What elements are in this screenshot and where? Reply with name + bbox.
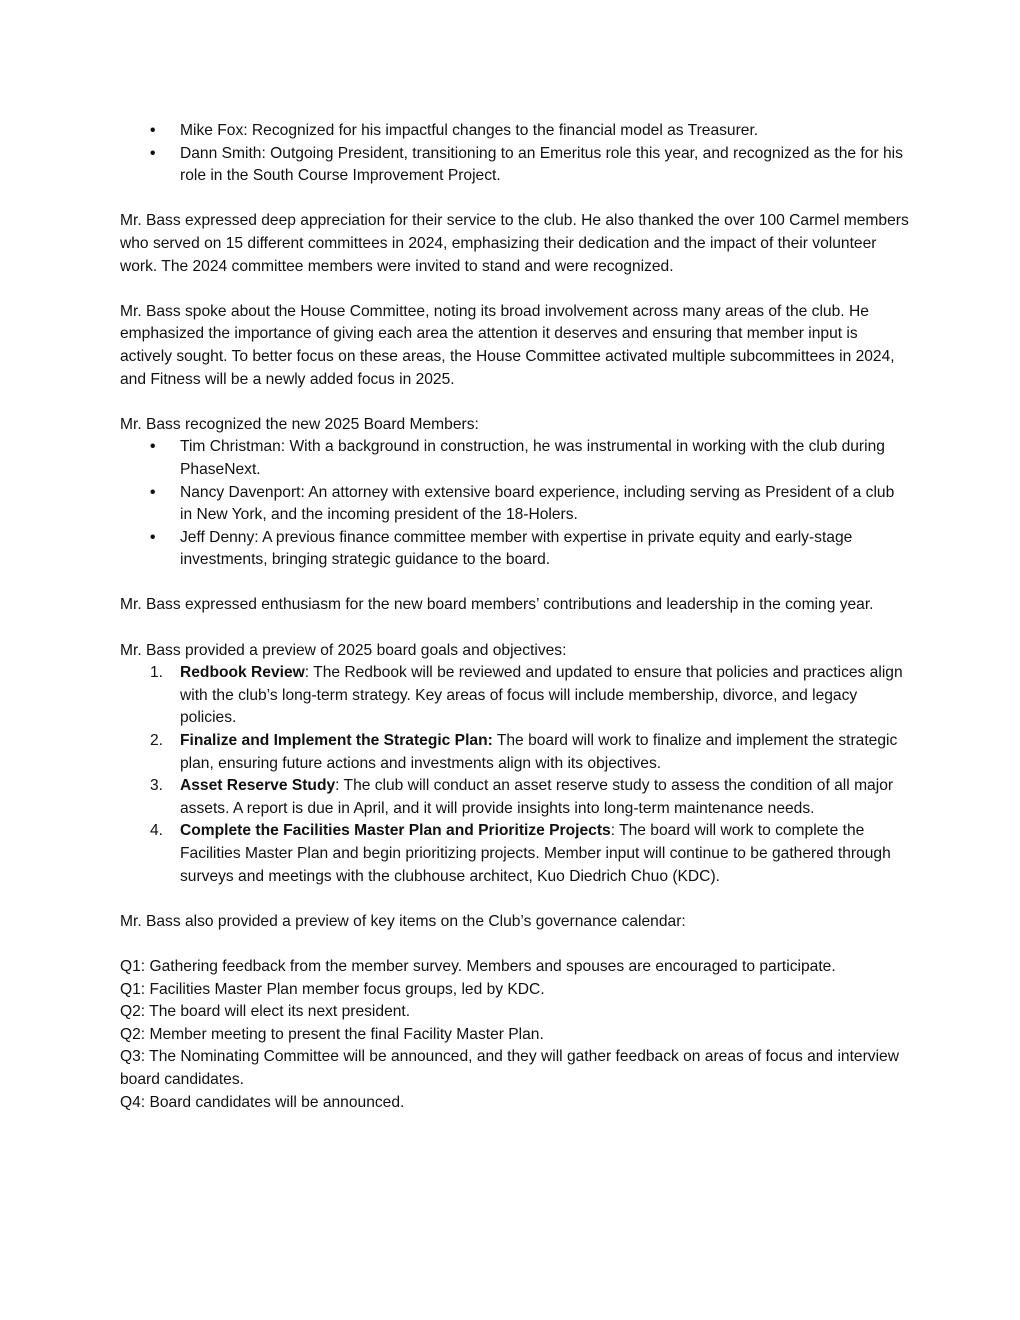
list-item	[120, 120, 910, 143]
governance-calendar	[120, 956, 910, 1114]
goal-text: : The board will work to complete the Facilities Master Plan and begin prioritizing projects. Member input will continue to be gathered through surveys and meetings with the clubhouse architect, Kuo Diedrich Chuo (KDC).	[180, 822, 891, 885]
goal-number: 4.	[150, 822, 164, 840]
goal-number: 3.	[150, 777, 164, 795]
calendar-item: Q3: The Nominating Committee will be announced, and they will gather feedback on areas of focus and interview board candidates.	[120, 1048, 899, 1088]
goal-text: The board will work to finalize and implement the strategic plan, ensuring future actions and investments align with its objectives.	[180, 732, 898, 772]
goal-text: : The Redbook will be reviewed and updated to ensure that policies and practices align with the club’s long-term strategy. Key areas of focus will include membership, divorce, and legacy policies.	[180, 664, 903, 727]
bullet-icon: •	[150, 438, 156, 456]
goal-text: : The club will conduct an asset reserve study to assess the condition of all major assets. A report is due in April, and it will provide insights into long-term maintenance needs.	[180, 777, 894, 817]
board-goals-list	[120, 662, 910, 888]
goal-item	[120, 775, 910, 820]
bullet-icon: •	[150, 144, 156, 162]
calendar-item: Q2: Member meeting to present the final Facility Master Plan.	[120, 1025, 544, 1043]
bullet-icon: •	[150, 122, 156, 139]
paragraph-new-members-intro: Mr. Bass recognized the new 2025 Board Members:	[120, 415, 479, 433]
document-body	[120, 120, 910, 1114]
paragraph-enthusiasm: Mr. Bass expressed enthusiasm for the new board members’ contributions and leadership in the coming year.	[120, 596, 874, 614]
list-item-text: Jeff Denny: A previous finance committee member with expertise in private equity and early-stage investments, bringing strategic guidance to the board.	[180, 528, 853, 569]
paragraph-appreciation: Mr. Bass expressed deep appreciation for their service to the club. He also thanked the over 100 Carmel members who served on 15 different committees in 2024, emphasizing their dedication and the impact of their volunteer work. The 2024 committee members were invited to stand and were recognized.	[120, 212, 909, 275]
list-item	[120, 143, 910, 188]
list-item-text: Dann Smith: Outgoing President, transitioning to an Emeritus role this year, and recognized as the for his role in the South Course Improvement Project.	[180, 144, 903, 185]
recognized-officers-list	[120, 120, 910, 188]
list-item	[120, 527, 910, 572]
list-item	[120, 436, 910, 481]
calendar-item: Q1: Gathering feedback from the member survey. Members and spouses are encouraged to participate.	[120, 957, 836, 975]
list-item-text: Mike Fox: Recognized for his impactful changes to the financial model as Treasurer.	[180, 122, 759, 139]
calendar-item: Q1: Facilities Master Plan member focus groups, led by KDC.	[120, 980, 545, 998]
calendar-item: Q4: Board candidates will be announced.	[120, 1093, 405, 1111]
list-item-text: Tim Christman: With a background in construction, he was instrumental in working with the club during PhaseNext.	[180, 438, 885, 478]
goal-number: 2.	[150, 732, 164, 750]
goal-item	[120, 820, 910, 888]
bullet-icon: •	[150, 483, 156, 501]
goal-title: Finalize and Implement the Strategic Plan:	[180, 732, 493, 750]
goal-title: Complete the Facilities Master Plan and Prioritize Projects	[180, 822, 611, 840]
calendar-item: Q2: The board will elect its next president.	[120, 1003, 411, 1021]
list-item-text: Nancy Davenport: An attorney with extensive board experience, including serving as President of a club in New York, and the incoming president of the 18-Holers.	[180, 483, 895, 524]
goal-item	[120, 662, 910, 730]
goal-title: Asset Reserve Study	[180, 777, 336, 795]
goal-title: Redbook Review	[180, 664, 305, 682]
paragraph-goals-intro: Mr. Bass provided a preview of 2025 board goals and objectives:	[120, 641, 567, 659]
goal-number: 1.	[150, 664, 164, 682]
paragraph-house-committee: Mr. Bass spoke about the House Committee, noting its broad involvement across many areas of the club. He emphasized the importance of giving each area the attention it deserves and ensuring that member input is actively sought. To better focus on these areas, the House Committee activated multiple subcommittees in 2024, and Fitness will be a newly added focus in 2025.	[120, 302, 895, 388]
goal-item	[120, 730, 910, 775]
list-item	[120, 482, 910, 527]
paragraph-calendar-intro: Mr. Bass also provided a preview of key items on the Club’s governance calendar:	[120, 912, 686, 930]
new-board-members-list	[120, 436, 910, 572]
bullet-icon: •	[150, 528, 156, 546]
